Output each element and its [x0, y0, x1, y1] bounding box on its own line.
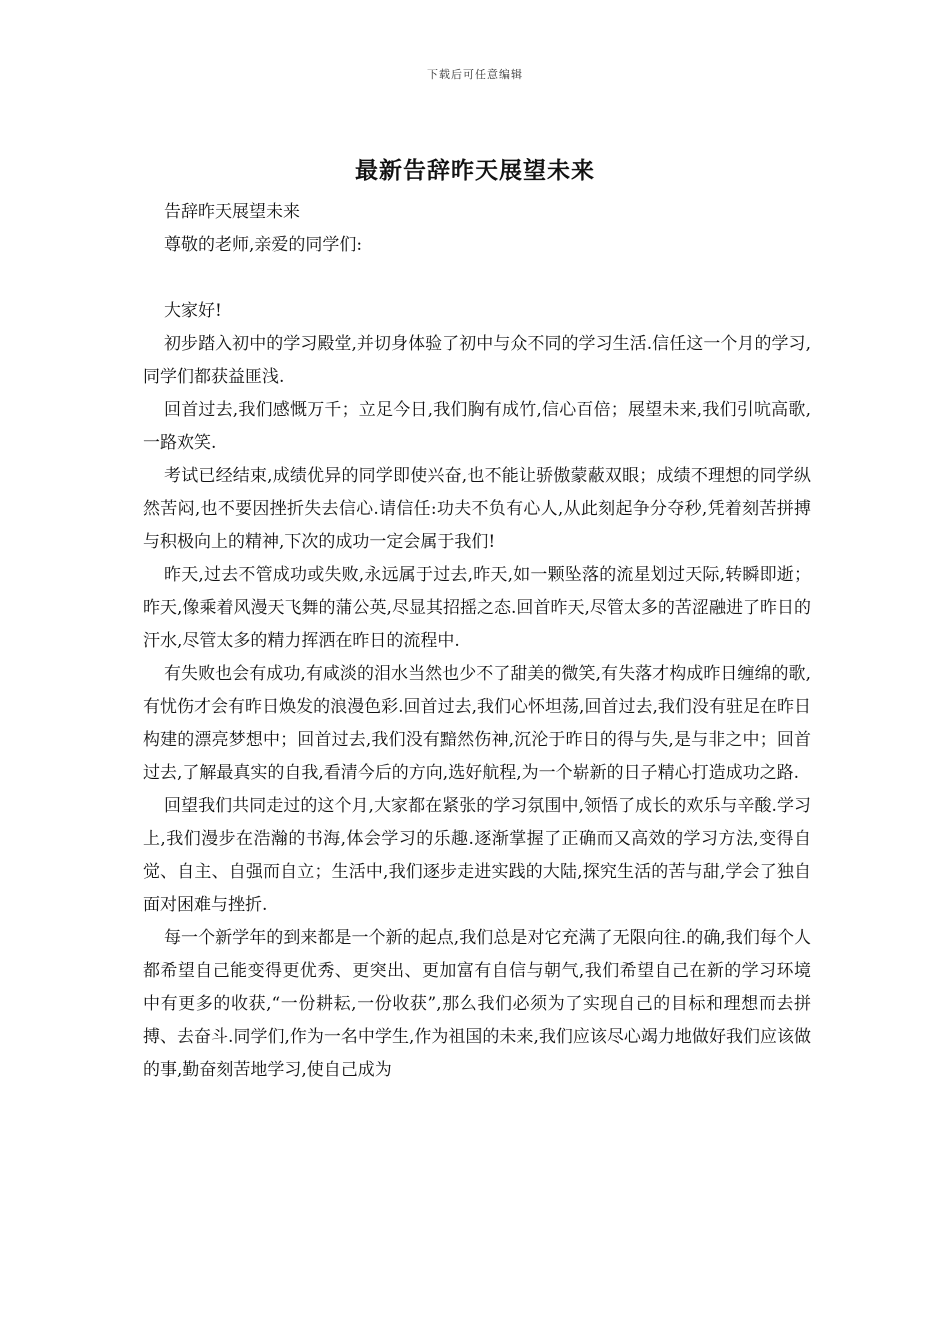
- header-note: 下载后可任意编辑: [427, 68, 523, 81]
- paragraph: 有失败也会有成功,有咸淡的泪水当然也少不了甜美的微笑,有失落才构成昨日缠绵的歌,有忧伤才会有昨日焕发的浪漫色彩.回首过去,我们心怀坦荡,回首过去,我们没有驻足在昨日构建的漂亮梦想中；回首过去,我们没有黯然伤神,沉沦于昨日的得与失,是与非之中；回首过去,了解最真实的自我,看清今后的方向,选好航程,为一个崭新的日子精心打造成功之路.: [143, 664, 811, 783]
- document-body: [143, 196, 811, 1087]
- paragraph: 昨天,过去不管成功或失败,永远属于过去,昨天,如一颗坠落的流星划过天际,转瞬即逝；昨天,像乘着风漫天飞舞的蒲公英,尽显其招摇之态.回首昨天,尽管太多的苦涩融进了昨日的汗水,尽管太多的精力挥洒在昨日的流程中.: [143, 565, 811, 651]
- paragraph: 考试已经结束,成绩优异的同学即使兴奋,也不能让骄傲蒙蔽双眼；成绩不理想的同学纵然苦闷,也不要因挫折失去信心.请信任:功夫不负有心人,从此刻起争分夺秒,凭着刻苦拼搏与积极向上的精神,下次的成功一定会属于我们!: [143, 466, 811, 552]
- paragraph: 初步踏入初中的学习殿堂,并切身体验了初中与众不同的学习生活.信任这一个月的学习,同学们都获益匪浅.: [143, 334, 811, 387]
- paragraph: 回望我们共同走过的这个月,大家都在紧张的学习氛围中,领悟了成长的欢乐与辛酸.学习上,我们漫步在浩瀚的书海,体会学习的乐趣.逐渐掌握了正确而又高效的学习方法,变得自觉、自主、自强而自立；生活中,我们逐步走进实践的大陆,探究生活的苦与甜,学会了独自面对困难与挫折.: [143, 796, 811, 915]
- paragraph: 每一个新学年的到来都是一个新的起点,我们总是对它充满了无限向往.的确,我们每个人都希望自己能变得更优秀、更突出、更加富有自信与朝气,我们希望自己在新的学习环境中有更多的收获,“一份耕耘,一份收获”,那么我们必须为了实现自己的目标和理想而去拼搏、去奋斗.同学们,作为一名中学生,作为祖国的未来,我们应该尽心竭力地做好我们应该做的事,勤奋刻苦地学习,使自己成为: [143, 928, 811, 1080]
- paragraph: 回首过去,我们感慨万千；立足今日,我们胸有成竹,信心百倍；展望未来,我们引吭高歌,一路欢笑.: [143, 400, 811, 453]
- subtitle: 告辞昨天展望未来: [164, 202, 300, 222]
- page-title: 最新告辞昨天展望未来: [355, 157, 595, 184]
- salutation: 尊敬的老师,亲爱的同学们:: [164, 235, 363, 255]
- greeting: 大家好!: [164, 301, 222, 321]
- blank-line: [143, 262, 811, 295]
